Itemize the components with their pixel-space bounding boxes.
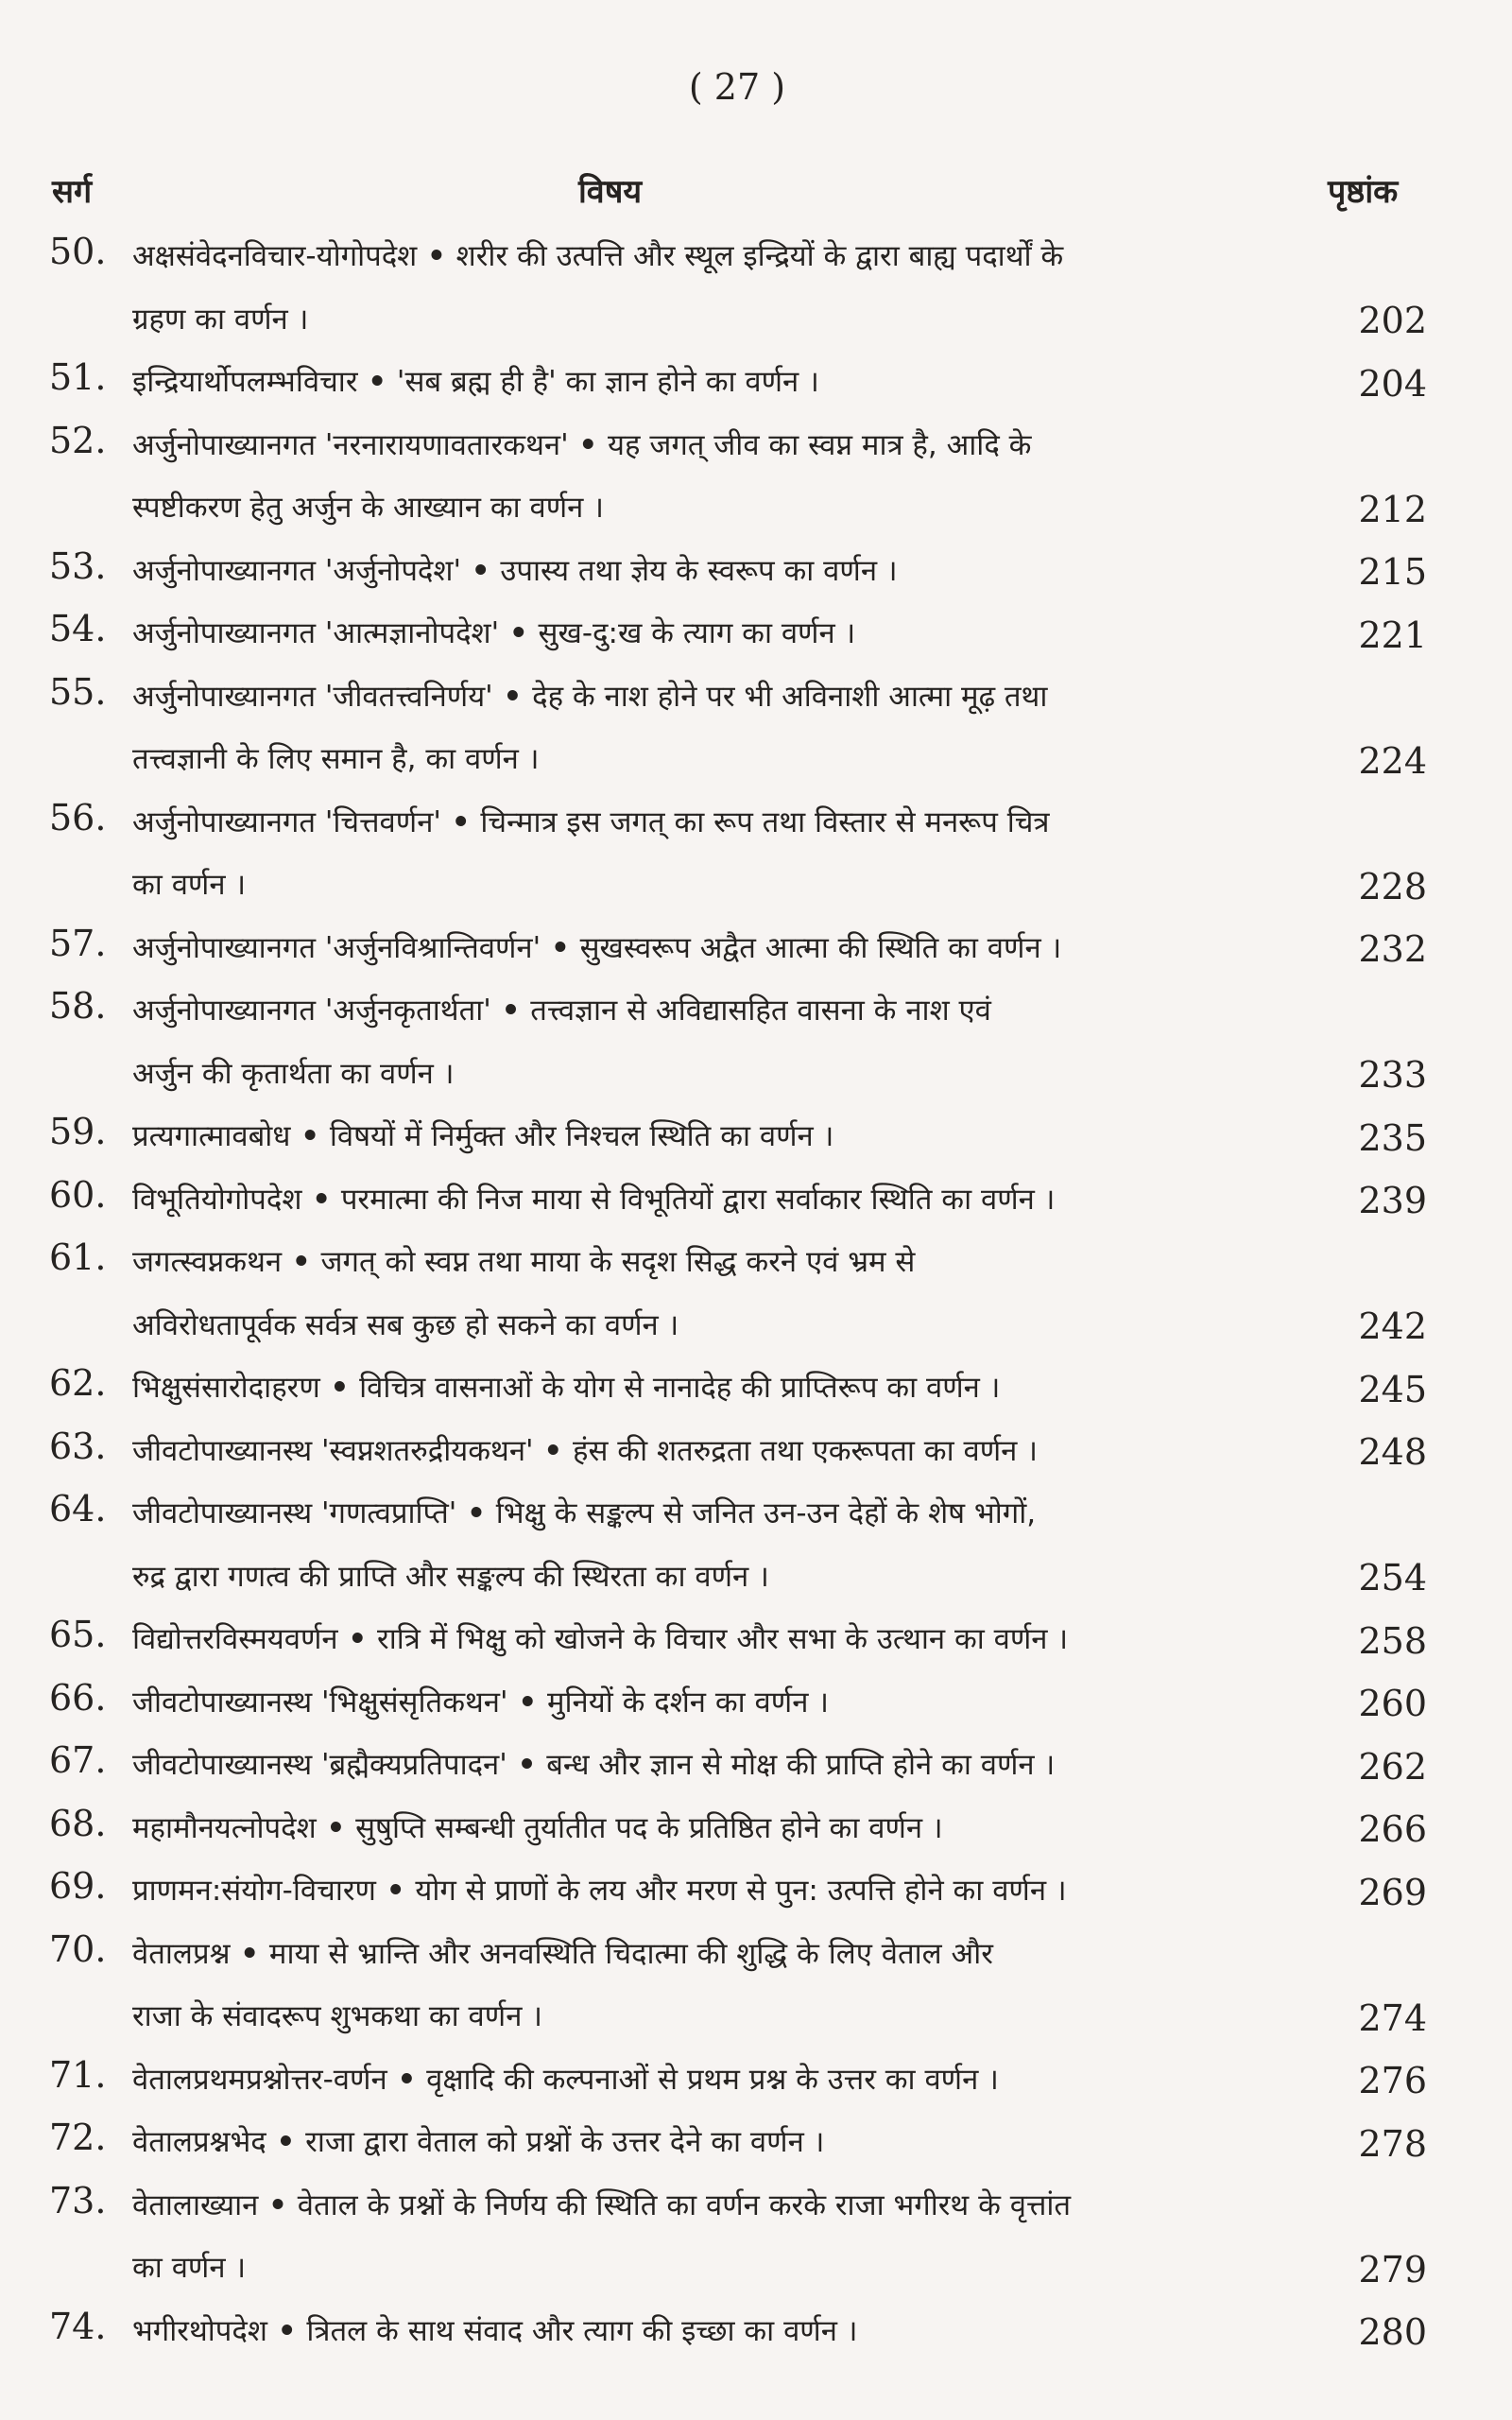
entry-title: अर्जुनोपाख्यानगत 'चित्तवर्णन' (132, 804, 441, 839)
entry-description (132, 1923, 1266, 2048)
entry-number: 58. (49, 985, 107, 1027)
entry-text: देह के नाश होने पर भी अविनाशी आत्मा मूढ़ तथा (532, 679, 1048, 714)
contents-entry (0, 1231, 1512, 1357)
entry-text: रुद्र द्वारा गणत्व की प्राप्ति और सङ्कल्प की स्थिरता का वर्णन । (132, 1559, 769, 1594)
entry-description (132, 414, 1266, 540)
contents-entry (0, 414, 1512, 540)
entry-page-number: 235 (1358, 1116, 1427, 1159)
contents-entry (0, 540, 1512, 603)
page-number: ( 27 ) (688, 66, 786, 108)
contents-entry (0, 2174, 1512, 2300)
contents-entry (0, 1608, 1512, 1671)
entry-line (132, 225, 1266, 288)
entry-line (132, 476, 1266, 540)
entry-text: हंस की शतरुद्रता तथा एकरूपता का वर्णन । (572, 1433, 1038, 1468)
entry-description (132, 1671, 1266, 1735)
entry-title: विद्योत्तरविस्मयवर्णन (132, 1622, 338, 1656)
entry-line (132, 728, 1266, 791)
entry-line (132, 2174, 1266, 2238)
separator-dot: • (316, 1810, 356, 1845)
separator-dot: • (290, 1119, 330, 1153)
entry-line (132, 2300, 1266, 2363)
entry-title: वेतालप्रश्न (132, 1936, 231, 1971)
entry-description (132, 2174, 1266, 2300)
entry-page-number: 242 (1358, 1305, 1427, 1347)
entry-page-number: 239 (1358, 1180, 1427, 1221)
entry-title: विभूतियोगोपदेश (132, 1182, 302, 1217)
entry-number: 62. (49, 1362, 107, 1404)
entry-page-number: 254 (1358, 1557, 1427, 1599)
entry-line (132, 1420, 1266, 1483)
column-header-row (0, 168, 1512, 216)
separator-dot: • (492, 679, 533, 714)
entry-text: शरीर की उत्पत्ति और स्थूल इन्द्रियों के द्वारा बाह्य पदार्थों के (455, 239, 1064, 273)
entry-number: 54. (49, 608, 107, 649)
entry-description (132, 1168, 1266, 1232)
entry-page-number: 221 (1358, 614, 1427, 656)
entry-line (132, 540, 1266, 603)
entry-text: चिन्मात्र इस जगत् का रूप तथा विस्तार से मनरूप चित्र (480, 804, 1050, 839)
entry-title: महामौनयत्नोपदेश (132, 1810, 317, 1845)
entry-text: राजा द्वारा वेताल को प्रश्नों के उत्तर देने का वर्णन । (305, 2125, 825, 2159)
entry-text: तत्त्वज्ञान से अविद्यासहित वासना के नाश एवं (530, 994, 991, 1028)
entry-description (132, 1859, 1266, 1923)
contents-entry (0, 602, 1512, 666)
separator-dot: • (266, 2125, 306, 2159)
entry-text: विषयों में निर्मुक्त और निश्चल स्थिति का वर्णन । (329, 1119, 834, 1153)
entry-line (132, 1608, 1266, 1671)
entry-description (132, 225, 1266, 351)
entry-description (132, 1231, 1266, 1357)
contents-entry (0, 1105, 1512, 1168)
contents-entry (0, 1859, 1512, 1923)
contents-entry (0, 1923, 1512, 2048)
entry-text: अर्जुन की कृतार्थता का वर्णन । (132, 1056, 455, 1091)
entry-page-number: 228 (1358, 865, 1427, 908)
separator-dot: • (490, 994, 531, 1028)
entry-text: का वर्णन । (132, 868, 247, 902)
separator-dot: • (357, 365, 397, 399)
entry-line (132, 1231, 1266, 1294)
entry-number: 52. (49, 419, 107, 461)
contents-entry (0, 1797, 1512, 1860)
entry-page-number: 258 (1358, 1619, 1427, 1662)
separator-dot: • (507, 1685, 547, 1720)
entry-line (132, 666, 1266, 729)
entry-description (132, 1482, 1266, 1608)
entry-title: अक्षसंवेदनविचार-योगोपदेश (132, 239, 418, 273)
entry-page-number: 269 (1358, 1871, 1427, 1913)
entry-page-number: 215 (1358, 551, 1427, 593)
entry-title: अर्जुनोपाख्यानगत 'आत्मज्ञानोपदेश' (132, 616, 500, 650)
entry-title: जीवटोपाख्यानस्थ 'स्वप्नशतरुद्रीयकथन' (132, 1433, 534, 1468)
entry-number: 59. (49, 1111, 107, 1152)
separator-dot: • (456, 1496, 496, 1530)
entry-page-number: 262 (1358, 1745, 1427, 1788)
entry-number: 64. (49, 1488, 107, 1530)
separator-dot: • (440, 804, 481, 839)
contents-entry (0, 1420, 1512, 1483)
entry-number: 51. (49, 356, 107, 398)
entry-text: यह जगत् जीव का स्वप्न मात्र है, आदि के (608, 427, 1032, 462)
entry-number: 60. (49, 1173, 107, 1216)
entry-line (132, 1482, 1266, 1546)
separator-dot: • (266, 2313, 307, 2348)
entry-line (132, 1859, 1266, 1923)
entry-text: तत्त्वज्ञानी के लिए समान है, का वर्णन । (132, 742, 540, 776)
entry-title: भगीरथोपदेश (132, 2313, 267, 2348)
entry-text: विचित्र वासनाओं के योग से नानादेह की प्राप्तिरूप का वर्णन । (359, 1371, 1001, 1405)
contents-entry (0, 917, 1512, 980)
contents-entry (0, 2111, 1512, 2174)
entry-title: अर्जुनोपाख्यानगत 'अर्जुनोपदेश' (132, 553, 461, 588)
entry-title: जीवटोपाख्यानस्थ 'भिक्षुसंसृतिकथन' (132, 1685, 508, 1720)
entry-number: 63. (49, 1425, 107, 1467)
entry-number: 72. (49, 2117, 107, 2158)
entry-text: मुनियों के दर्शन का वर्णन । (546, 1685, 829, 1720)
entry-page-number: 280 (1358, 2311, 1427, 2353)
column-header-page: पृष्ठांक (1328, 173, 1399, 211)
entry-line (132, 2237, 1266, 2300)
entry-page-number: 266 (1358, 1808, 1427, 1850)
entry-number: 50. (49, 231, 107, 272)
entry-text: बन्ध और ज्ञान से मोक्ष की प्राप्ति होने का वर्णन । (546, 1748, 1056, 1782)
entry-line (132, 791, 1266, 855)
entry-text: राजा के संवादरूप शुभकथा का वर्णन । (132, 1999, 543, 2033)
entry-title: अर्जुनोपाख्यानगत 'अर्जुनविश्रान्तिवर्णन' (132, 930, 541, 965)
entry-page-number: 279 (1358, 2248, 1427, 2290)
contents-entry (0, 1482, 1512, 1608)
contents-entry (0, 1734, 1512, 1797)
entry-description (132, 2111, 1266, 2174)
separator-dot: • (499, 616, 539, 650)
entry-text: सुषुप्ति सम्बन्धी तुर्यातीत पद के प्रतिष्ठित होने का वर्णन । (355, 1810, 943, 1845)
contents-entry (0, 351, 1512, 414)
contents-entry (0, 2300, 1512, 2363)
entry-description (132, 351, 1266, 414)
entry-description (132, 791, 1266, 917)
separator-dot: • (461, 553, 501, 588)
entry-title: वेतालाख्यान (132, 2187, 259, 2222)
entry-line (132, 1294, 1266, 1357)
separator-dot: • (507, 1748, 547, 1782)
entry-text: ग्रहण का वर्णन । (132, 302, 309, 337)
entry-description (132, 1105, 1266, 1168)
entry-text: स्पष्टीकरण हेतु अर्जुन के आख्यान का वर्णन । (132, 491, 604, 525)
separator-dot: • (375, 1874, 416, 1908)
entry-page-number: 274 (1358, 1996, 1427, 2039)
entry-text: सुखस्वरूप अद्वैत आत्मा की स्थिति का वर्णन । (579, 930, 1062, 965)
contents-list (0, 225, 1512, 2362)
contents-entry (0, 1168, 1512, 1232)
separator-dot: • (417, 239, 456, 273)
contents-entry (0, 1357, 1512, 1420)
entry-line (132, 917, 1266, 980)
column-header-sarg: सर्ग (52, 173, 93, 211)
entry-title: अर्जुनोपाख्यानगत 'नरनारायणावतारकथन' (132, 427, 569, 462)
entry-number: 73. (49, 2179, 107, 2221)
entry-page-number: 260 (1358, 1683, 1427, 1724)
separator-dot: • (282, 1245, 321, 1279)
entry-page-number: 202 (1358, 300, 1427, 341)
separator-dot: • (568, 427, 609, 462)
entry-description (132, 1734, 1266, 1797)
contents-entry (0, 791, 1512, 917)
entry-number: 65. (49, 1614, 107, 1655)
separator-dot: • (301, 1182, 341, 1217)
entry-description (132, 1797, 1266, 1860)
separator-dot: • (319, 1371, 360, 1405)
entry-line (132, 1671, 1266, 1735)
entry-line (132, 288, 1266, 352)
separator-dot: • (387, 2062, 427, 2097)
entry-description (132, 2048, 1266, 2112)
entry-description (132, 666, 1266, 791)
entry-page-number: 248 (1358, 1431, 1427, 1473)
entry-description (132, 540, 1266, 603)
entry-text: त्रितल के साथ संवाद और त्याग की इच्छा का वर्णन । (306, 2313, 858, 2348)
entry-page-number: 278 (1358, 2122, 1427, 2165)
entry-page-number: 212 (1358, 488, 1427, 530)
entry-line (132, 1168, 1266, 1232)
entry-line (132, 2111, 1266, 2174)
entry-text: वृक्षादि की कल्पनाओं से प्रथम प्रश्न के उत्तर का वर्णन । (426, 2062, 999, 2097)
separator-dot: • (230, 1936, 269, 1971)
entry-number: 74. (49, 2305, 107, 2347)
entry-line (132, 1734, 1266, 1797)
entry-number: 61. (49, 1236, 107, 1278)
entry-title: जीवटोपाख्यानस्थ 'गणत्वप्राप्ति' (132, 1496, 457, 1530)
entry-line (132, 1043, 1266, 1106)
entry-title: इन्द्रियार्थोपलम्भविचार (132, 365, 358, 399)
entry-line (132, 1797, 1266, 1860)
entry-title: वेतालप्रथमप्रश्नोत्तर-वर्णन (132, 2062, 387, 2097)
entry-title: प्रत्यगात्मावबोध (132, 1119, 291, 1153)
entry-line (132, 602, 1266, 666)
entry-line (132, 351, 1266, 414)
entry-number: 55. (49, 670, 107, 713)
entry-line (132, 1105, 1266, 1168)
entry-line (132, 1923, 1266, 1986)
entry-number: 71. (49, 2053, 107, 2096)
entry-number: 56. (49, 796, 107, 838)
entry-line (132, 414, 1266, 477)
entry-text: 'सब ब्रह्म ही है' का ज्ञान होने का वर्णन । (396, 365, 819, 399)
separator-dot: • (337, 1622, 378, 1656)
entry-text: भिक्षु के सङ्कल्प से जनित उन-उन देहों के शेष भोगों, (495, 1496, 1037, 1530)
entry-text: परमात्मा की निज माया से विभूतियों द्वारा सर्वाकार स्थिति का वर्णन । (340, 1182, 1056, 1217)
entry-number: 70. (49, 1927, 107, 1970)
entry-text: सुख-दु:ख के त्याग का वर्णन । (538, 616, 856, 650)
contents-entry (0, 2048, 1512, 2112)
entry-title: जगत्स्वप्नकथन (132, 1245, 283, 1279)
entry-line (132, 979, 1266, 1043)
entry-title: अर्जुनोपाख्यानगत 'अर्जुनकृतार्थता' (132, 994, 491, 1028)
entry-text: रात्रि में भिक्षु को खोजने के विचार और सभा के उत्थान का वर्णन । (377, 1622, 1069, 1656)
entry-number: 68. (49, 1802, 107, 1844)
entry-title: प्राणमन:संयोग-विचारण (132, 1874, 376, 1908)
entry-description (132, 2300, 1266, 2363)
separator-dot: • (533, 1433, 573, 1468)
entry-number: 66. (49, 1676, 107, 1719)
entry-text: वेताल के प्रश्नों के निर्णय की स्थिति का वर्णन करके राजा भगीरथ के वृत्तांत (297, 2187, 1072, 2222)
entry-title: वेतालप्रश्नभेद (132, 2125, 266, 2159)
entry-page-number: 204 (1358, 362, 1427, 405)
contents-entry (0, 979, 1512, 1105)
entry-page-number: 233 (1358, 1054, 1427, 1096)
entry-page-number: 245 (1358, 1368, 1427, 1410)
entry-text: माया से भ्रान्ति और अनवस्थिति चिदात्मा की शुद्धि के लिए वेताल और (268, 1936, 993, 1971)
entry-number: 67. (49, 1739, 107, 1781)
entry-text: योग से प्राणों के लय और मरण से पुन: उत्पत्ति होने का वर्णन । (415, 1874, 1067, 1908)
entry-number: 69. (49, 1865, 107, 1907)
column-header-vishay: विषय (578, 173, 643, 211)
entry-line (132, 2048, 1266, 2112)
contents-entry (0, 666, 1512, 791)
entry-description (132, 1608, 1266, 1671)
entry-description (132, 1420, 1266, 1483)
entry-title: भिक्षुसंसारोदाहरण (132, 1371, 320, 1405)
entry-text: जगत् को स्वप्न तथा माया के सदृश सिद्ध करने एवं भ्रम से (320, 1245, 916, 1279)
entry-description (132, 979, 1266, 1105)
entry-description (132, 917, 1266, 980)
entry-text: का वर्णन । (132, 2251, 247, 2285)
entry-number: 57. (49, 922, 107, 964)
entry-title: जीवटोपाख्यानस्थ 'ब्रह्मैक्यप्रतिपादन' (132, 1748, 507, 1782)
entry-line (132, 854, 1266, 917)
entry-page-number: 224 (1358, 739, 1427, 782)
separator-dot: • (258, 2187, 298, 2222)
entry-text: उपास्य तथा ज्ञेय के स्वरूप का वर्णन । (500, 553, 898, 588)
entry-line (132, 1546, 1266, 1609)
entry-number: 53. (49, 544, 107, 587)
entry-description (132, 1357, 1266, 1420)
entry-text: अविरोधतापूर्वक सर्वत्र सब कुछ हो सकने का वर्णन । (132, 1307, 679, 1342)
separator-dot: • (541, 930, 580, 965)
contents-entry (0, 1671, 1512, 1735)
entry-line (132, 1357, 1266, 1420)
entry-line (132, 1985, 1266, 2048)
entry-page-number: 232 (1358, 928, 1427, 970)
entry-title: अर्जुनोपाख्यानगत 'जीवतत्त्वनिर्णय' (132, 679, 493, 714)
entry-description (132, 602, 1266, 666)
entry-page-number: 276 (1358, 2060, 1427, 2101)
contents-entry (0, 225, 1512, 351)
